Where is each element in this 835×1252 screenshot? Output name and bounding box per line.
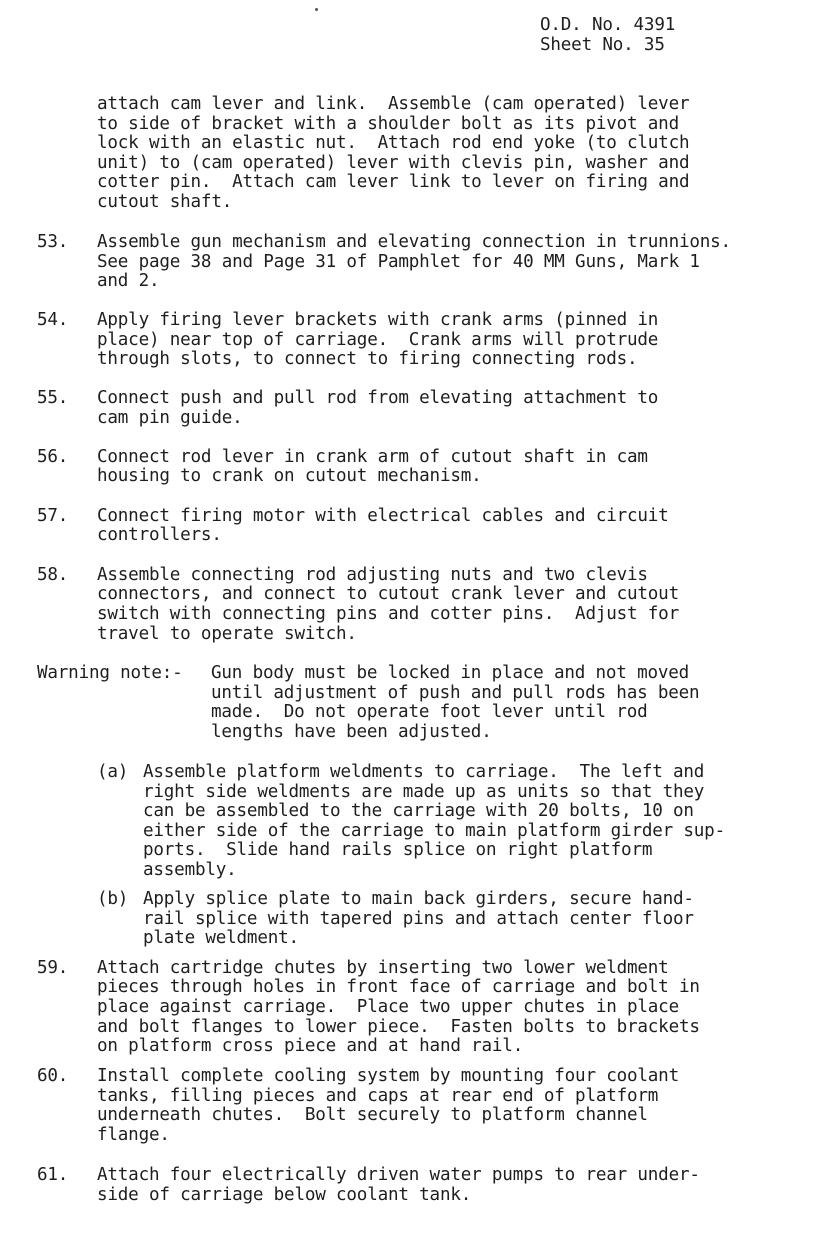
item-line: Attach four electrically driven water pumps to rear under-	[97, 1165, 700, 1185]
item-number: 54.	[37, 310, 69, 330]
item-line: Install complete cooling system by mounting four coolant	[97, 1066, 679, 1086]
item-line: and 2.	[97, 271, 160, 291]
item-line: Connect firing motor with electrical cables and circuit	[97, 506, 669, 526]
item-line: housing to crank on cutout mechanism.	[97, 466, 482, 486]
item-line: Connect push and pull rod from elevating attachment to	[97, 388, 659, 408]
item-line: through slots, to connect to firing connecting rods.	[97, 349, 638, 369]
item-number: 53.	[37, 232, 69, 252]
warning-line: lengths have been adjusted.	[211, 722, 492, 742]
stray-mark	[315, 8, 318, 11]
item-number: 59.	[37, 958, 69, 978]
intro-line: lock with an elastic nut. Attach rod end yoke (to clutch	[97, 133, 690, 153]
warning-line: until adjustment of push and pull rods has been	[211, 683, 700, 703]
item-number: 61.	[37, 1165, 69, 1185]
item-number: 56.	[37, 447, 69, 467]
item-line: pieces through holes in front face of carriage and bolt in	[97, 977, 700, 997]
warning-label: Warning note:-	[37, 663, 183, 683]
subitem-label: (b)	[97, 889, 129, 909]
subitem-line: Assemble platform weldments to carriage. The left and	[143, 762, 705, 782]
item-line: travel to operate switch.	[97, 624, 357, 644]
item-line: cam pin guide.	[97, 408, 243, 428]
subitem-line: right side weldments are made up as units so that they	[143, 782, 705, 802]
item-line: place against carriage. Place two upper chutes in place	[97, 997, 679, 1017]
item-line: Attach cartridge chutes by inserting two lower weldment	[97, 958, 669, 978]
item-line: Assemble connecting rod adjusting nuts and two clevis	[97, 565, 648, 585]
od-number: O.D. No. 4391	[540, 15, 676, 35]
item-line: flange.	[97, 1125, 170, 1145]
item-number: 55.	[37, 388, 69, 408]
intro-line: attach cam lever and link. Assemble (cam operated) lever	[97, 94, 690, 114]
subitem-line: ports. Slide hand rails splice on right platform	[143, 840, 653, 860]
subitem-line: rail splice with tapered pins and attach center floor	[143, 909, 694, 929]
intro-line: cutout shaft.	[97, 192, 233, 212]
item-number: 57.	[37, 506, 69, 526]
warning-line: Gun body must be locked in place and not moved	[211, 663, 690, 683]
subitem-line: plate weldment.	[143, 928, 299, 948]
item-line: See page 38 and Page 31 of Pamphlet for 40 MM Guns, Mark 1	[97, 252, 700, 272]
item-number: 58.	[37, 565, 69, 585]
item-line: Assemble gun mechanism and elevating connection in trunnions.	[97, 232, 731, 252]
warning-line: made. Do not operate foot lever until rod	[211, 702, 648, 722]
item-line: and bolt flanges to lower piece. Fasten bolts to brackets	[97, 1017, 700, 1037]
item-line: tanks, filling pieces and caps at rear end of platform	[97, 1086, 659, 1106]
item-line: Connect rod lever in crank arm of cutout shaft in cam	[97, 447, 648, 467]
item-line: connectors, and connect to cutout crank lever and cutout	[97, 584, 679, 604]
subitem-line: can be assembled to the carriage with 20 bolts, 10 on	[143, 801, 694, 821]
subitem-line: either side of the carriage to main platform girder sup-	[143, 821, 725, 841]
item-line: controllers.	[97, 525, 222, 545]
item-line: on platform cross piece and at hand rail.	[97, 1036, 524, 1056]
intro-line: unit) to (cam operated) lever with clevis pin, washer and	[97, 153, 690, 173]
item-line: underneath chutes. Bolt securely to platform channel	[97, 1105, 648, 1125]
item-line: switch with connecting pins and cotter pins. Adjust for	[97, 604, 679, 624]
intro-line: to side of bracket with a shoulder bolt as its pivot and	[97, 114, 679, 134]
subitem-line: assembly.	[143, 860, 237, 880]
item-line: side of carriage below coolant tank.	[97, 1185, 472, 1205]
subitem-label: (a)	[97, 762, 129, 782]
sheet-number: Sheet No. 35	[540, 35, 665, 55]
item-line: place) near top of carriage. Crank arms will protrude	[97, 330, 659, 350]
intro-line: cotter pin. Attach cam lever link to lever on firing and	[97, 172, 690, 192]
item-line: Apply firing lever brackets with crank arms (pinned in	[97, 310, 659, 330]
subitem-line: Apply splice plate to main back girders, secure hand-	[143, 889, 694, 909]
item-number: 60.	[37, 1066, 69, 1086]
